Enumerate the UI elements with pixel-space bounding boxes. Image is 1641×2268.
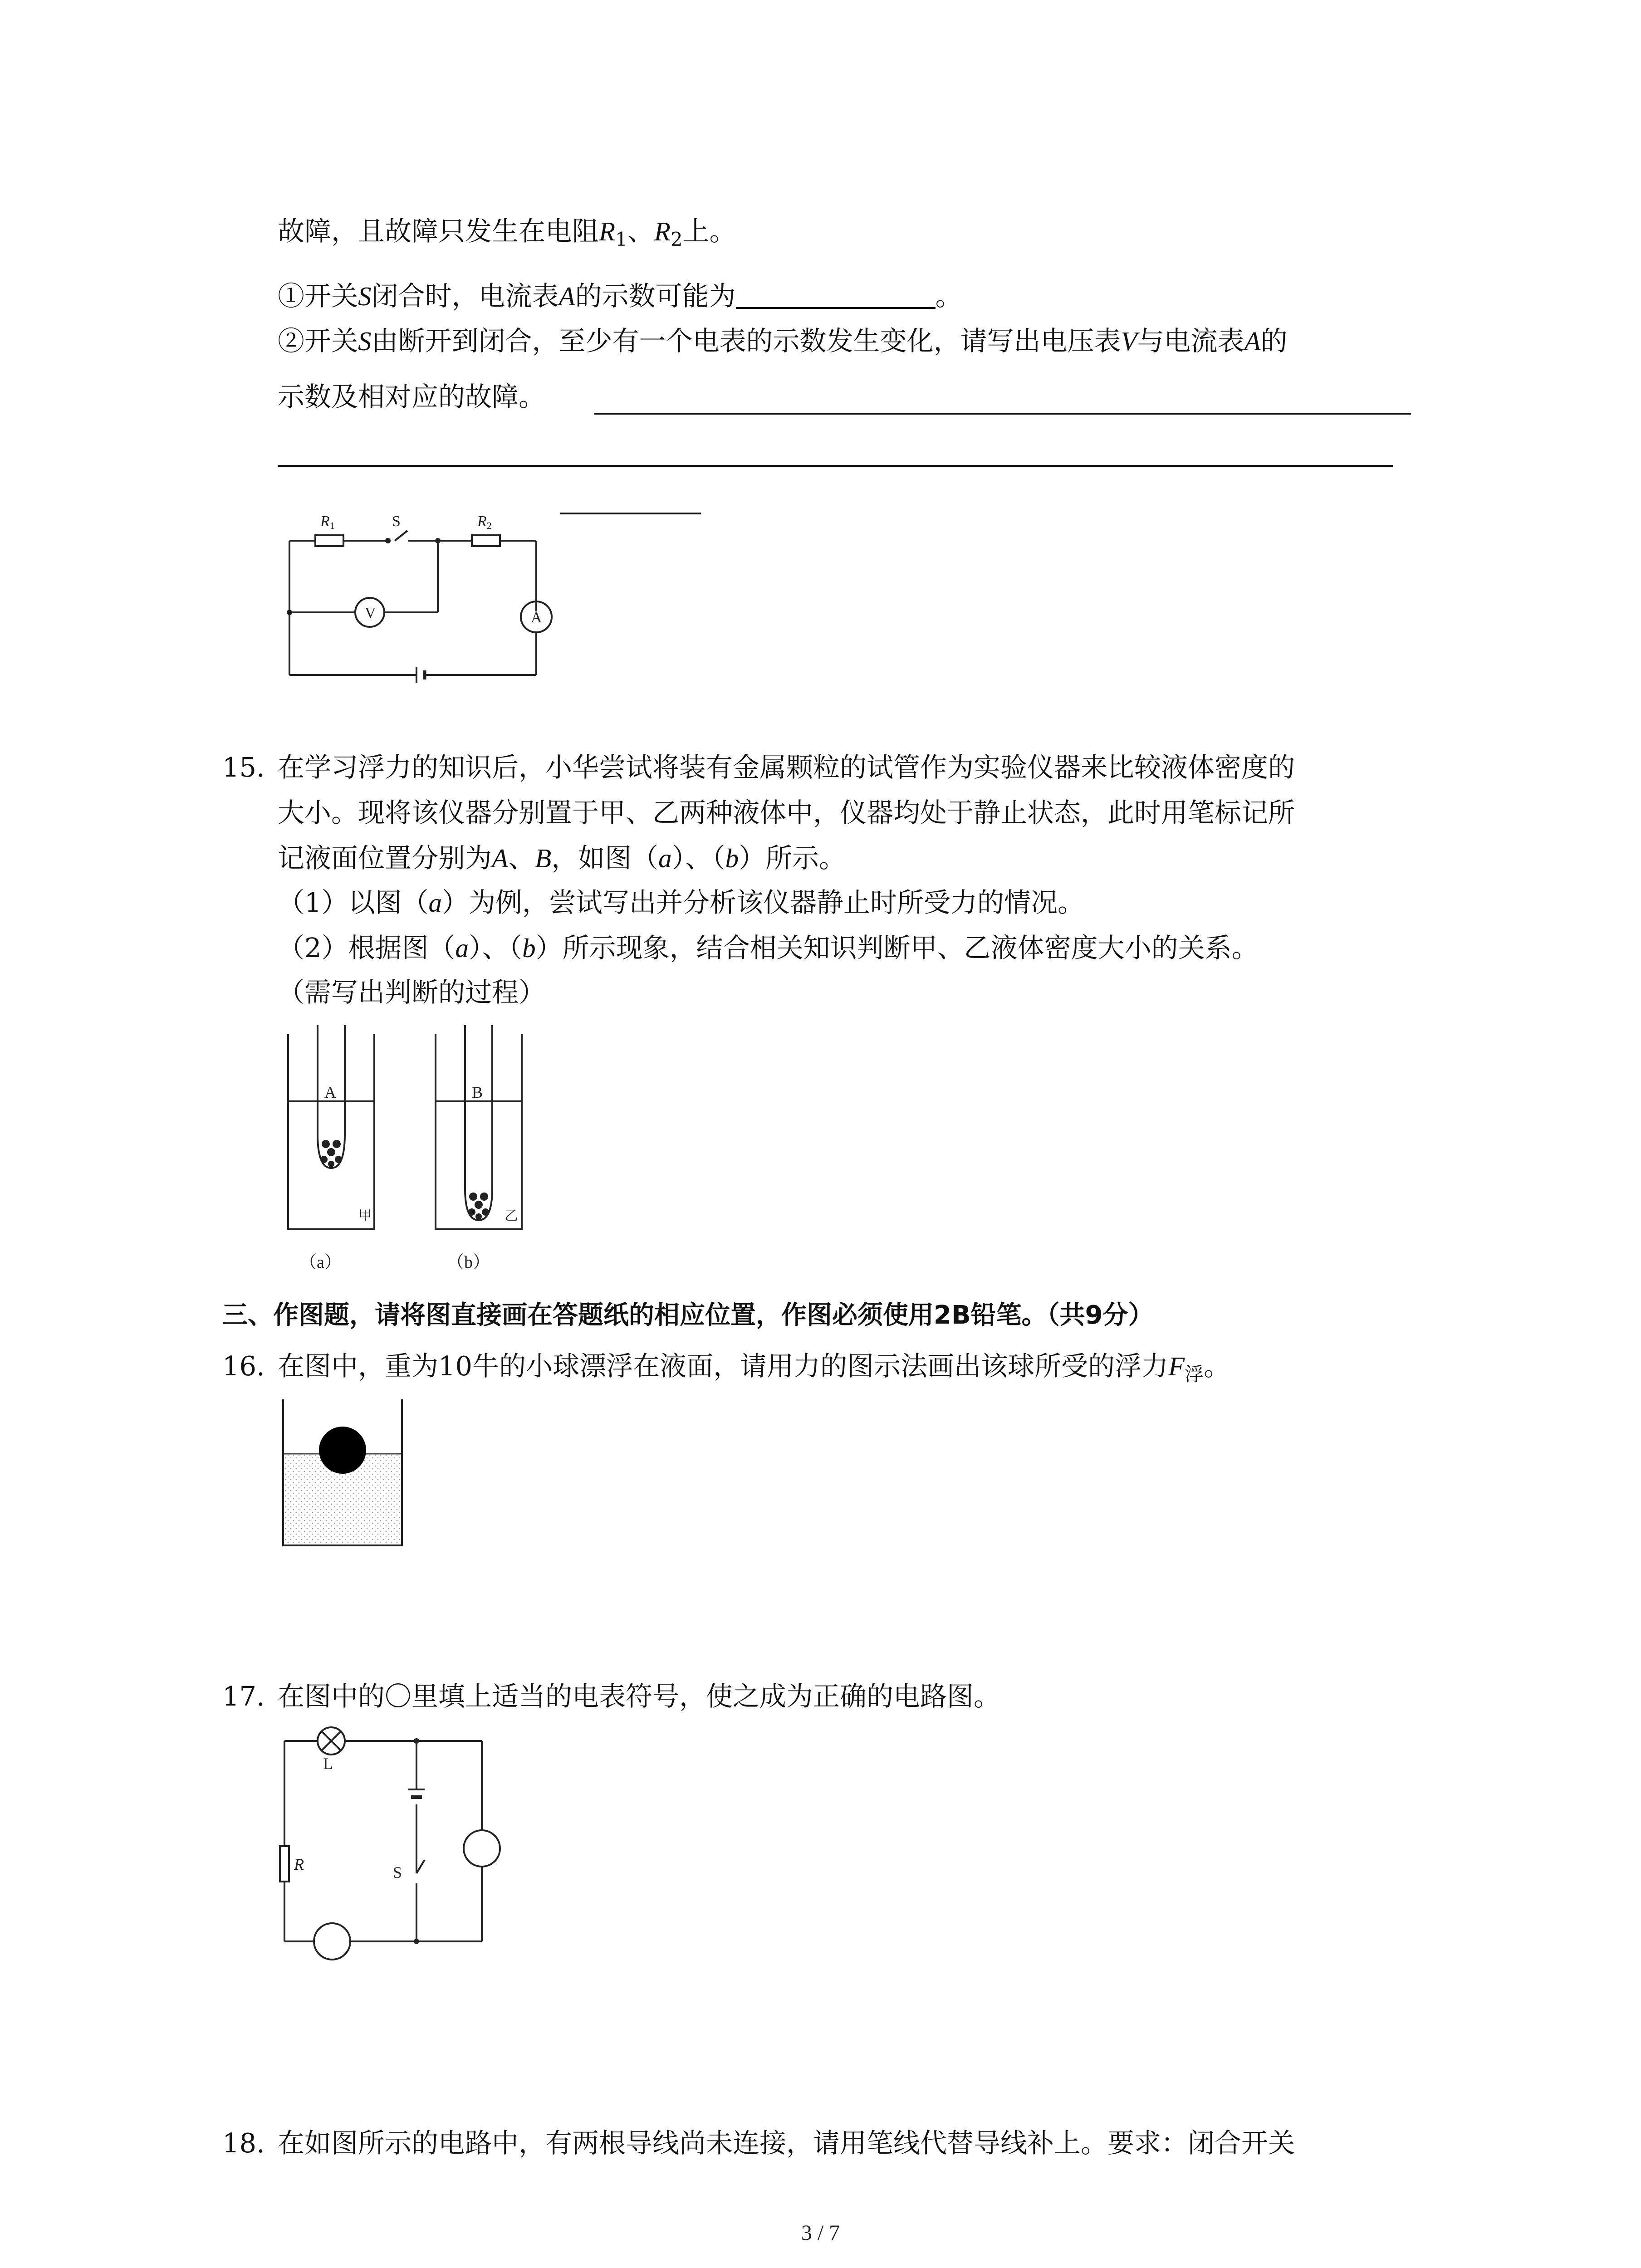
answer-blank-3[interactable] bbox=[278, 465, 1393, 467]
q14-part2: ②开关S由断开到闭合，至少有一个电表的示数发生变化，请写出电压表V与电流表A的 bbox=[278, 325, 1288, 357]
q15-line1: 15. 在学习浮力的知识后，小华尝试将装有金属颗粒的试管作为实验仪器来比较液体密度的 bbox=[222, 752, 1295, 783]
q14-part2-line2: 示数及相对应的故障。 bbox=[278, 381, 546, 412]
label-l: L bbox=[323, 1755, 333, 1773]
label-s: S bbox=[393, 1863, 402, 1882]
answer-blank-2[interactable] bbox=[594, 413, 1411, 415]
q15-sub1: （1）以图（a）为例，尝试写出并分析该仪器静止时所受力的情况。 bbox=[278, 887, 1085, 918]
q17-text: 17. 在图中的〇里填上适当的电表符号，使之成为正确的电路图。 bbox=[222, 1681, 1001, 1712]
q15-sub2-line2: （需写出判断的过程） bbox=[278, 977, 546, 1008]
label-r2: R2 bbox=[477, 513, 492, 531]
q14-circuit-diagram bbox=[272, 503, 554, 694]
q15-test-tube-diagram bbox=[272, 1025, 526, 1279]
q16-floating-ball-diagram bbox=[281, 1399, 408, 1549]
liquid-b-label: 乙 bbox=[505, 1208, 518, 1223]
label-r: R bbox=[294, 1855, 304, 1873]
answer-blank-4[interactable] bbox=[560, 513, 701, 514]
q17-circuit-diagram bbox=[272, 1719, 490, 1955]
page-number: 3 / 7 bbox=[801, 2221, 840, 2245]
q14-part1: ①开关S闭合时，电流表A的示数可能为 。 bbox=[278, 280, 962, 312]
label-s: S bbox=[392, 513, 401, 530]
section-3-heading: 三、作图题，请将图直接画在答题纸的相应位置，作图必须使用2B铅笔。（共9分） bbox=[222, 1300, 1154, 1330]
q18-text: 18. 在如图所示的电路中，有两根导线尚未连接，请用笔线代替导线补上。要求：闭合开关 bbox=[222, 2127, 1295, 2159]
resistor-r2 bbox=[472, 535, 500, 546]
caption-b: （b） bbox=[447, 1253, 490, 1272]
q15-line2: 大小。现将该仪器分别置于甲、乙两种液体中，仪器均处于静止状态，此时用笔标记所 bbox=[278, 797, 1295, 828]
liquid-a-label: 甲 bbox=[358, 1208, 372, 1223]
q14-intro: 故障，且故障只发生在电阻$R_1$、$R_2$上。 bbox=[278, 215, 736, 250]
beaker-b bbox=[436, 1034, 522, 1229]
label-r1: R1 bbox=[320, 513, 335, 531]
mark-b: B bbox=[472, 1083, 483, 1101]
caption-a: （a） bbox=[299, 1253, 342, 1272]
q16-text: 16. 在图中，重为10牛的小球漂浮在液面，请用力的图示法画出该球所受的浮力$F_浮$。 bbox=[222, 1350, 1231, 1385]
resistor-r1 bbox=[315, 535, 343, 546]
mark-a: A bbox=[324, 1083, 336, 1101]
beaker-a bbox=[288, 1034, 374, 1229]
label-v: V bbox=[365, 605, 376, 621]
label-a: A bbox=[531, 609, 542, 626]
answer-blank-1[interactable] bbox=[736, 280, 936, 309]
meter-circle-right bbox=[464, 1830, 500, 1867]
ball bbox=[319, 1427, 366, 1474]
q15-sub2: （2）根据图（a）、（b）所示现象，结合相关知识判断甲、乙液体密度大小的关系。 bbox=[278, 932, 1259, 963]
resistor-r bbox=[280, 1846, 289, 1882]
meter-circle-bottom bbox=[314, 1923, 350, 1960]
tube-b bbox=[465, 1025, 492, 1220]
q15-line3: 记液面位置分别为A、B，如图（a）、（b）所示。 bbox=[278, 842, 846, 874]
